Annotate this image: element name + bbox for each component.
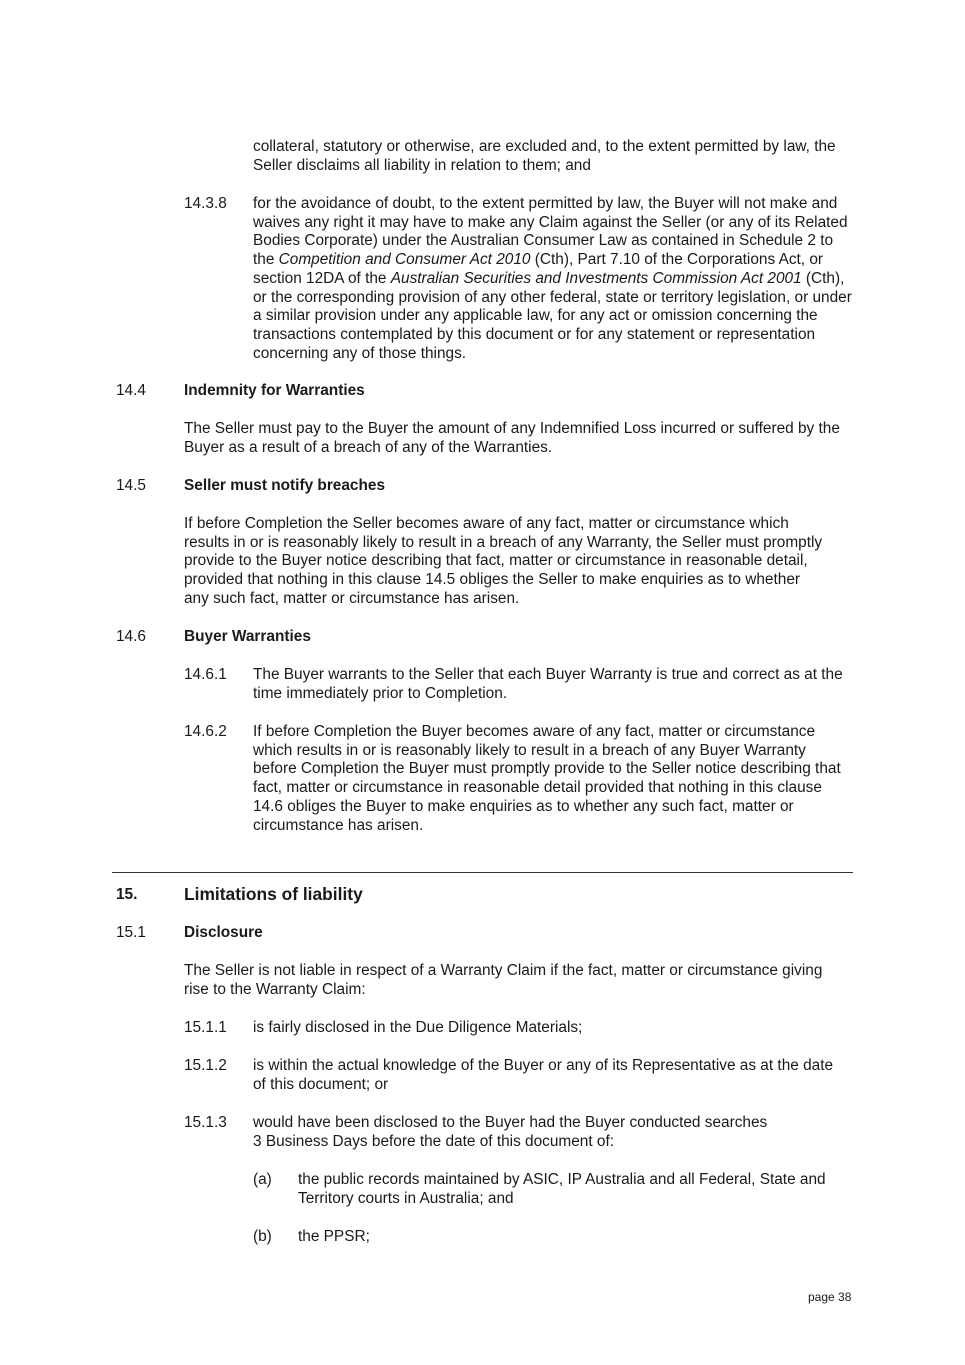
section-divider: [112, 872, 853, 873]
clause-number-14-6-1: 14.6.1: [184, 666, 227, 683]
clause-14-6-1-text: The Buyer warrants to the Seller that each Buyer Warranty is true and correct as at the time immediately prior to Completion.: [253, 666, 843, 702]
clause-14-4-body: The Seller must pay to the Buyer the amount of any Indemnified Loss incurred or suffered by the Buyer as a result of a breach of any of the Warranties.: [184, 420, 840, 456]
clause-15-1-2-text: is within the actual knowledge of the Buyer or any of its Representative as at the date of this document; or: [253, 1057, 834, 1093]
clause-15-1-body: The Seller is not liable in respect of a Warranty Claim if the fact, matter or circumstance giving rise to the Warranty Claim:: [184, 962, 823, 998]
item-label-a: (a): [253, 1171, 272, 1188]
clause-number-14-6: 14.6: [116, 628, 146, 645]
clause-heading-14-5: Seller must notify breaches: [184, 477, 386, 494]
clause-number-15-1: 15.1: [116, 924, 146, 941]
clause-heading-14-4: Indemnity for Warranties: [184, 382, 365, 399]
clause-14-3-8-text-part-1: for the avoidance of doubt, to the extent permitted by law, the Buyer will not make and waives any right it may have to make any Claim against the Seller (or any of its Related Bodies Corporate) under the Australian Consumer Law as contained in Schedule 2 to the: [253, 195, 848, 269]
competition-act-title: Competition and Consumer Act 2010: [278, 251, 531, 269]
item-b-text: the PPSR;: [298, 1228, 370, 1245]
clause-continuation-text: collateral, statutory or otherwise, are excluded and, to the extent permitted by law, the Seller disclaims all liability in relation to them; and: [253, 138, 836, 174]
clause-number-14-4: 14.4: [116, 382, 146, 399]
clause-number-15-1-2: 15.1.2: [184, 1057, 227, 1074]
asic-act-title: Australian Securities and Investments Commission Act 2001: [390, 269, 802, 287]
clause-14-6-2-text: If before Completion the Buyer becomes aware of any fact, matter or circumstance which results in or is reasonably likely to result in a breach of any Buyer Warranty before Completion the Buyer must promptly provide to the Seller notice describing that fact, matter or circumstance in reasonable detail provided that nothing in this clause 14.6 obliges the Buyer to make enquiries as to whether any such fact, matter or circumstance has arisen.: [253, 723, 841, 834]
section-number-15: 15.: [116, 886, 138, 903]
clause-15-1-3-text: [253, 1114, 853, 1151]
clause-14-3-8-text-part-2: (Cth), Part 7.10 of the Corporations Act, or section 12DA of the: [253, 251, 824, 287]
clause-number-15-1-1: 15.1.1: [184, 1019, 227, 1036]
clause-number-15-1-3: 15.1.3: [184, 1114, 227, 1131]
clause-heading-14-6: Buyer Warranties: [184, 628, 311, 645]
section-heading-15: Limitations of liability: [184, 884, 363, 904]
page-number: page 38: [808, 1290, 852, 1304]
clause-14-3-8-text: [253, 195, 857, 363]
clause-number-14-5: 14.5: [116, 477, 146, 494]
clause-14-5-body: If before Completion the Seller becomes aware of any fact, matter or circumstance which results in or is reasonably likely to result in a breach of any Warranty, the Seller must promptly provide to the Buyer notice describing that fact, matter or circumstance in reasonable detail, provided that nothing in this clause 14.5 obliges the Seller to make enquiries as to whether any such fact, matter or circumstance has arisen.: [184, 515, 823, 607]
item-a-text: the public records maintained by ASIC, IP Australia and all Federal, State and Territory courts in Australia; and: [298, 1171, 826, 1207]
clause-14-3-8-text-part-3: (Cth), or the corresponding provision of any other federal, state or territory legislation, or under a similar provision under any applicable law, for any act or omission concerning the transactions contemplated by this document or for any statement or representation concerning any of those things.: [253, 269, 852, 362]
clause-15-1-3-line-1: would have been disclosed to the Buyer had the Buyer conducted searches: [253, 1114, 768, 1131]
clause-15-1-3-line-2: 3 Business Days before the date of this document of:: [253, 1132, 615, 1150]
clause-15-1-1-text: is fairly disclosed in the Due Diligence Materials;: [253, 1019, 583, 1036]
clause-heading-15-1: Disclosure: [184, 924, 263, 941]
item-label-b: (b): [253, 1228, 272, 1245]
clause-number-14-6-2: 14.6.2: [184, 723, 227, 740]
clause-number-14-3-8: 14.3.8: [184, 195, 227, 212]
